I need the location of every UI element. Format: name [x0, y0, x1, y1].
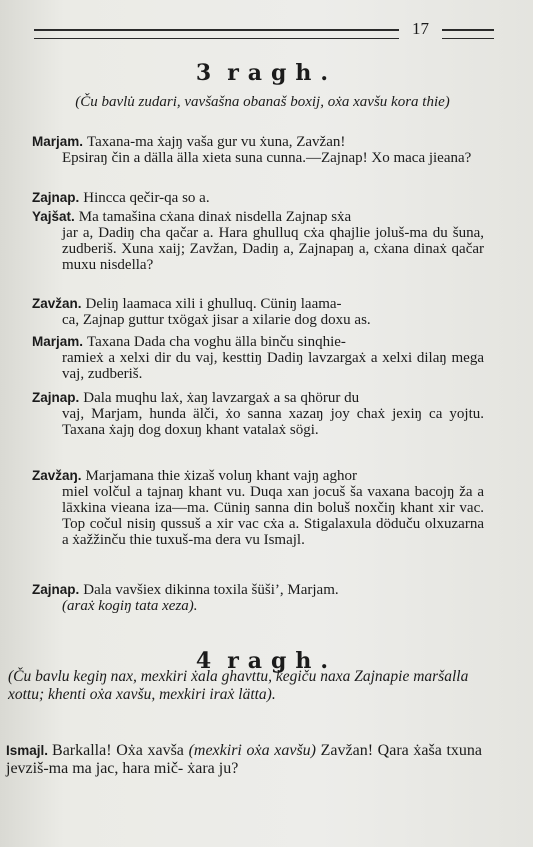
line-text: Hincca qečir-qa so a.: [83, 190, 210, 206]
dialogue-line: [32, 134, 484, 166]
line-continuation: ca, Zajnap guttur txögaẋ jisar a xilarie dog doxu as.: [62, 312, 371, 328]
scene4-stage-direction: (Ču bavlu kegiŋ nax, mexkiri ẋala ghavttu, kegiču naxa Zajnapie maršalla xottu; khenti oẋa xavšu, mexkiri iraẋ lätta).: [8, 668, 469, 703]
speaker-name: Marjam.: [32, 134, 84, 149]
dialogue-line: [32, 468, 484, 548]
line-continuation: (araẋ kogiŋ tata xeza).: [62, 598, 198, 614]
header-rule-right: [442, 29, 494, 39]
speaker-name: Yajšat.: [32, 209, 75, 224]
line-text-italic: (mexkiri oẋa xavšu): [188, 742, 316, 759]
scene3-heading-word: ragh.: [227, 60, 338, 86]
line-text: Taxana-ma ẋajŋ vaša gur vu ẋuna, Zavžan!: [87, 134, 346, 150]
dialogue-line: [32, 334, 484, 382]
line-continuation: Epsiraŋ čin a dälla älla xieta suna cunna.—Zajnap! Xo maca jieana?: [62, 150, 472, 166]
line-text: Deliŋ laamaca xili i ghulluq. Cüniŋ laama-: [85, 296, 342, 312]
scene3-heading: [0, 60, 533, 86]
speaker-name: Zajnap.: [32, 190, 80, 205]
dialogue-line: [32, 390, 484, 438]
page-header: [34, 19, 494, 44]
line-continuation: jar a, Dadiŋ cha qačar a. Hara ghulluq cẋa qhajlie joluš-ma du šuna, zudberiš. Xuna xaij; Zavžan, Dadiŋ a, Zajnapaŋ a, cẋana dinaẋ qačar muxu nisdella?: [62, 225, 484, 273]
scene3-stage-direction: (Ču bavlu̇ zudari, vavšašna obanaš boxij, oẋa xavšu kora thie): [75, 94, 450, 110]
header-rule-left: [34, 29, 399, 39]
speaker-name: Zavžan.: [32, 296, 82, 311]
speaker-name: Ismajl.: [6, 743, 49, 758]
dialogue-line: [32, 582, 484, 614]
dialogue-line: [32, 296, 484, 328]
scene3-heading-number: 3: [195, 60, 214, 86]
line-text: Dala vavšiex dikinna toxila šüši’, Marjam.: [83, 582, 339, 598]
page-number: 17: [412, 19, 429, 38]
line-continuation: miel volčul a tajnaŋ khant vu. Duqa xan jocuš ša vaxana bacojŋ ža a lāxkina vieana iza—ma. Cüniŋ sanna din boluš noxčiŋ khant xir vac. Top cočul nisiŋ qussuš a xir vac cẋa a. Stigalaxula döduču olxuzarna a ẋažžinču thie tuxuš-ma dera vu Ismajl.: [62, 484, 484, 548]
speaker-name: Zajnap.: [32, 582, 80, 597]
line-text: Marjamana thie ẋizaš voluŋ khant vajŋ aghor: [85, 468, 357, 484]
line-text: Barkalla! Oẋa xavša: [52, 742, 184, 759]
scene4-heading-word: ragh.: [227, 648, 338, 674]
speaker-name: Marjam.: [32, 334, 84, 349]
line-text: Ma tamašina cẋana dinaẋ nisdella Zajnap sẋa: [78, 209, 352, 225]
dialogue-line: [6, 742, 482, 778]
speaker-name: Zavžaŋ.: [32, 468, 82, 483]
line-text: Taxana Dada cha voghu älla binču sinqhie-: [87, 334, 346, 350]
line-text-after: Zavžan! Qara ẋaša txuna jevziš-ma ma jac, hara mič- ẋara ju?: [6, 742, 483, 777]
speaker-name: Zajnap.: [32, 390, 80, 405]
line-text: Dala muqhu laẋ, ẋaŋ lavzargaẋ a sa qhörur du: [83, 390, 360, 406]
dialogue-line: [32, 190, 484, 206]
line-continuation: vaj, Marjam, hunda älči, ẋo sanna xazaŋ joy chaẋ jexiŋ ca yojtu. Taxana ẋajŋ dog doxuŋ khant vatalaẋ sögi.: [62, 406, 484, 438]
scene4-heading-number: 4: [195, 648, 214, 674]
dialogue-line: [32, 209, 484, 273]
line-continuation: ramieẋ a xelxi dir du vaj, kesttiŋ Dadiŋ lavzargaẋ a xelxi dilaŋ mega vaj, zudberiš.: [62, 350, 484, 382]
